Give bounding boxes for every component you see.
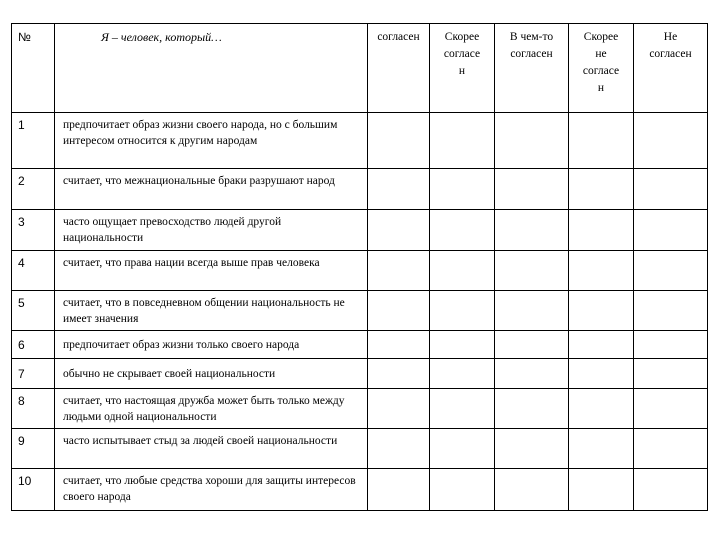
- row-statement: считает, что в повседневном общении национальность не имеет значения: [55, 291, 368, 331]
- answer-cell[interactable]: [368, 210, 430, 251]
- row-statement: считает, что права нации всегда выше прав человека: [55, 251, 368, 291]
- answer-cell[interactable]: [634, 359, 708, 389]
- questionnaire-table: [11, 23, 708, 511]
- answer-cell[interactable]: [569, 169, 634, 210]
- row-statement: часто ощущает превосходство людей другой национальности: [55, 210, 368, 251]
- answer-cell[interactable]: [368, 291, 430, 331]
- answer-cell[interactable]: [430, 210, 495, 251]
- header-option-line: согласен: [649, 48, 692, 60]
- header-option-line: Не: [663, 31, 678, 43]
- answer-cell[interactable]: [634, 469, 708, 511]
- header-option-disagree: [634, 24, 708, 113]
- answer-cell[interactable]: [495, 359, 569, 389]
- answer-cell[interactable]: [495, 210, 569, 251]
- header-row: [12, 24, 708, 113]
- answer-cell[interactable]: [634, 429, 708, 469]
- table-row: [12, 210, 708, 251]
- answer-cell[interactable]: [634, 210, 708, 251]
- header-option-line: Скорее: [444, 31, 480, 43]
- answer-cell[interactable]: [495, 469, 569, 511]
- header-option-line: не: [595, 48, 607, 60]
- header-option-line: н: [458, 65, 466, 77]
- answer-cell[interactable]: [430, 429, 495, 469]
- answer-cell[interactable]: [569, 113, 634, 169]
- row-statement: предпочитает образ жизни своего народа, но с большим интересом относится к другим народам: [55, 113, 368, 169]
- row-number: 2: [12, 169, 55, 210]
- answer-cell[interactable]: [430, 291, 495, 331]
- header-option-rather-disagree: [569, 24, 634, 113]
- answer-cell[interactable]: [634, 169, 708, 210]
- row-number: 9: [12, 429, 55, 469]
- answer-cell[interactable]: [430, 113, 495, 169]
- row-number: 3: [12, 210, 55, 251]
- answer-cell[interactable]: [634, 331, 708, 359]
- row-statement: считает, что межнациональные браки разрушают народ: [55, 169, 368, 210]
- row-number: 7: [12, 359, 55, 389]
- answer-cell[interactable]: [569, 389, 634, 429]
- header-option-agree: [368, 24, 430, 113]
- row-number: 5: [12, 291, 55, 331]
- answer-cell[interactable]: [495, 169, 569, 210]
- header-option-line: согласен: [377, 31, 420, 43]
- answer-cell[interactable]: [430, 331, 495, 359]
- answer-cell[interactable]: [569, 469, 634, 511]
- row-number: 6: [12, 331, 55, 359]
- row-number: 10: [12, 469, 55, 511]
- answer-cell[interactable]: [368, 389, 430, 429]
- answer-cell[interactable]: [430, 359, 495, 389]
- table-row: [12, 113, 708, 169]
- answer-cell[interactable]: [569, 210, 634, 251]
- table-row: [12, 169, 708, 210]
- header-option-line: В чем-то: [509, 31, 554, 43]
- header-option-line: Скорее: [583, 31, 619, 43]
- header-option-line: согласе: [582, 65, 620, 77]
- table-row: [12, 251, 708, 291]
- table-row: [12, 429, 708, 469]
- answer-cell[interactable]: [430, 389, 495, 429]
- answer-cell[interactable]: [368, 469, 430, 511]
- answer-cell[interactable]: [495, 331, 569, 359]
- header-option-line: н: [597, 82, 605, 94]
- table-row: [12, 331, 708, 359]
- header-option-partly-agree: [495, 24, 569, 113]
- answer-cell[interactable]: [495, 113, 569, 169]
- answer-cell[interactable]: [430, 251, 495, 291]
- answer-cell[interactable]: [368, 429, 430, 469]
- answer-cell[interactable]: [569, 359, 634, 389]
- row-statement: обычно не скрывает своей национальности: [55, 359, 368, 389]
- header-option-line: согласе: [443, 48, 481, 60]
- answer-cell[interactable]: [569, 331, 634, 359]
- answer-cell[interactable]: [368, 113, 430, 169]
- answer-cell[interactable]: [495, 389, 569, 429]
- answer-cell[interactable]: [368, 331, 430, 359]
- answer-cell[interactable]: [569, 291, 634, 331]
- row-statement: считает, что любые средства хороши для защиты интересов своего народа: [55, 469, 368, 511]
- answer-cell[interactable]: [634, 291, 708, 331]
- answer-cell[interactable]: [430, 469, 495, 511]
- answer-cell[interactable]: [634, 113, 708, 169]
- table-row: [12, 469, 708, 511]
- table-row: [12, 291, 708, 331]
- table-row: [12, 389, 708, 429]
- header-title: Я – человек, который…: [55, 24, 368, 113]
- table-row: [12, 359, 708, 389]
- answer-cell[interactable]: [368, 169, 430, 210]
- answer-cell[interactable]: [495, 291, 569, 331]
- answer-cell[interactable]: [368, 359, 430, 389]
- header-option-rather-agree: [430, 24, 495, 113]
- answer-cell[interactable]: [430, 169, 495, 210]
- header-option-line: согласен: [510, 48, 553, 60]
- row-number: 8: [12, 389, 55, 429]
- answer-cell[interactable]: [495, 429, 569, 469]
- answer-cell[interactable]: [634, 389, 708, 429]
- row-statement: предпочитает образ жизни только своего народа: [55, 331, 368, 359]
- row-number: 1: [12, 113, 55, 169]
- answer-cell[interactable]: [569, 429, 634, 469]
- answer-cell[interactable]: [569, 251, 634, 291]
- answer-cell[interactable]: [634, 251, 708, 291]
- answer-cell[interactable]: [368, 251, 430, 291]
- row-statement: считает, что настоящая дружба может быть только между людьми одной национальности: [55, 389, 368, 429]
- header-number: №: [12, 24, 55, 113]
- row-number: 4: [12, 251, 55, 291]
- answer-cell[interactable]: [495, 251, 569, 291]
- row-statement: часто испытывает стыд за людей своей национальности: [55, 429, 368, 469]
